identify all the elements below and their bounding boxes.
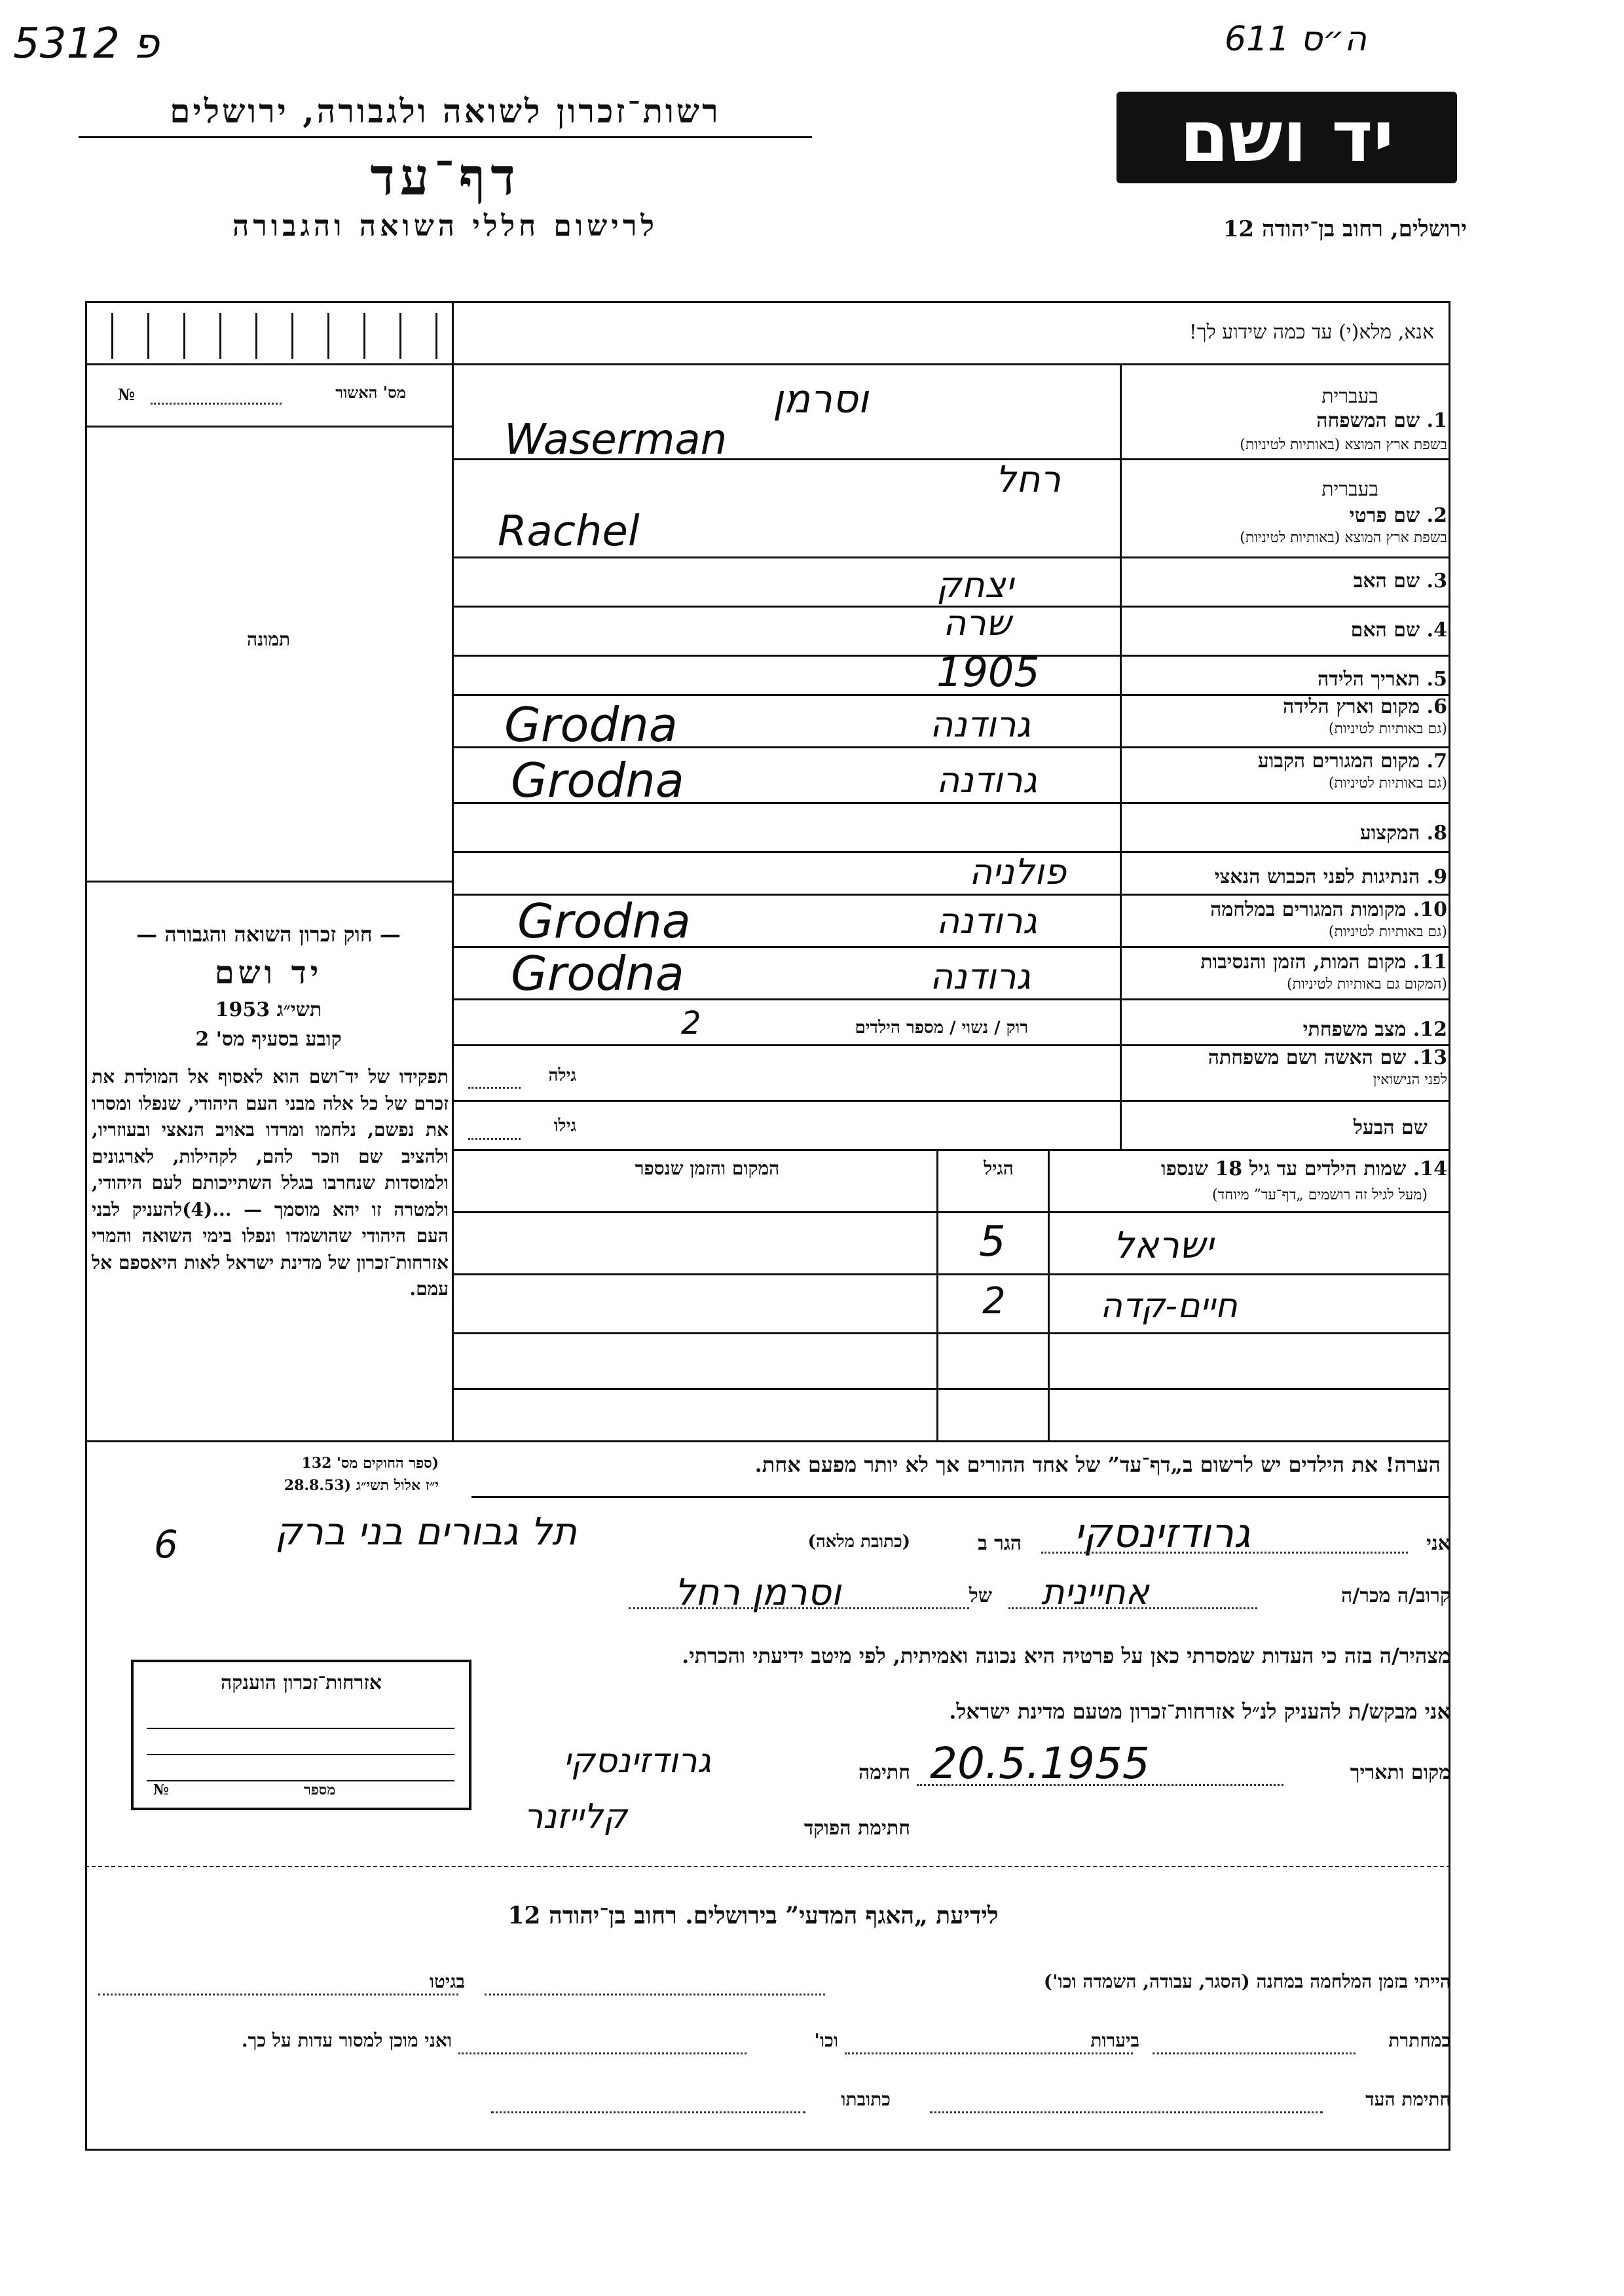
footer-hiding-field[interactable] <box>1153 2052 1356 2054</box>
form-instruction: אנא, מלא(י) עד כמה שידוע לך! <box>1189 321 1434 344</box>
approval-field[interactable] <box>151 403 282 405</box>
hw-residence-he[interactable]: גרודנה <box>936 759 1037 801</box>
decl-signature: חתימה <box>858 1761 910 1784</box>
marital-options[interactable]: רוק / נשוי / מספר הילדים <box>855 1018 1028 1038</box>
row-line-8 <box>452 851 1450 853</box>
footer-line1b: בגיטו <box>429 1971 465 1992</box>
hw-father[interactable]: יצחק <box>936 564 1014 606</box>
hw-surname-lat[interactable]: Waserman <box>504 416 728 464</box>
footer-line2d: ואני מוכן למסור עדות על כך. <box>241 2030 452 2051</box>
citizenship-number-label: מספר <box>304 1781 336 1798</box>
law-ref-2: י״ז אלול תשי״ג (28.8.53 <box>284 1477 439 1494</box>
field-sub-firstname: בשפת ארץ המוצא (באותיות לטיניות) <box>1240 530 1447 546</box>
citizenship-no-sign: № <box>153 1781 169 1798</box>
authority-underline <box>79 136 812 138</box>
field-label-residence: 7. מקום המגורים הקבוע <box>1257 750 1447 773</box>
hw-birth-year[interactable]: 1905 <box>936 648 1040 696</box>
yad-vashem-logo <box>1116 92 1457 183</box>
photo-box-top <box>85 426 452 428</box>
hw-date[interactable]: 20.5.1955 <box>930 1738 1150 1789</box>
field-label-firstname: 2. שם פרטי <box>1349 504 1447 527</box>
hw-war-lat[interactable]: Grodna <box>517 894 691 949</box>
decl-i: אני <box>1426 1532 1450 1555</box>
hw-first-he[interactable]: רחל <box>995 458 1061 501</box>
logo-text: יד ושם <box>1179 96 1394 178</box>
law-name: יד ושם <box>214 955 323 991</box>
row-line-2 <box>452 556 1450 558</box>
header-address: ירושלים, רחוב בן־יהודה 12 <box>1223 216 1467 242</box>
instruction-divider <box>85 363 1450 365</box>
hw-witness-address-no[interactable]: 6 <box>154 1522 178 1567</box>
relation-of-line <box>629 1607 969 1609</box>
note-divider <box>471 1496 1450 1498</box>
archive-mark-topright: 611 ה״ס <box>1225 20 1367 59</box>
decl-statement: מצהיר/ה בזה כי העדות שמסרתי כאן על פרטיה היא נכונה ואמיתית, לפי מיטב ידיעתי והכרתי. <box>682 1643 1450 1668</box>
approval-no-sign: № <box>118 385 136 404</box>
field-sub-wife-name: לפני הנישואין <box>1373 1072 1447 1088</box>
field-label-war-residence: 10. מקומות המגורים במלחמה <box>1210 898 1447 921</box>
field-sub-death: (המקום גם באותיות לטיניות) <box>1287 976 1447 993</box>
children-col-1 <box>936 1149 938 1440</box>
law-ref-1: (ספר החוקים מס' 132 <box>301 1455 439 1472</box>
children-head-line <box>452 1211 1450 1213</box>
hebrew-tag-1: בעברית <box>1321 385 1378 408</box>
hw-child-2-name[interactable]: חיים-קדה <box>1100 1286 1238 1326</box>
footer-witness-sig-field[interactable] <box>930 2111 1323 2113</box>
photo-box-bottom <box>85 881 452 883</box>
hw-nationality[interactable]: פולניה <box>969 851 1067 892</box>
wife-age-label: גילה <box>548 1066 576 1085</box>
husband-age-field[interactable] <box>468 1138 521 1140</box>
citizenship-box <box>131 1660 471 1810</box>
decl-place-date: מקום ותאריך <box>1350 1761 1450 1784</box>
children-sub: (מעל לגיל זה רושמים „דף־עד” מיוחד) <box>1212 1187 1428 1203</box>
decl-of: של <box>969 1584 992 1607</box>
hw-death-lat[interactable]: Grodna <box>511 946 684 1001</box>
field-sub-surname: בשפת ארץ המוצא (באותיות לטיניות) <box>1240 437 1447 453</box>
children-note: הערה! את הילדים יש לרשום ב„דף־עד” של אחד ההורים אך לא יותר מפעם אחת. <box>754 1452 1441 1477</box>
footer-line2c: וכו' <box>814 2030 838 2051</box>
field-label-nationality: 9. הנתיגות לפני הכבוש הנאצי <box>1214 866 1447 888</box>
decl-address-hint: (כתובת מלאה) <box>807 1532 910 1552</box>
field-label-wife-name: 13. שם האשה ושם משפחתה <box>1208 1046 1447 1069</box>
witness-name-line <box>1041 1552 1408 1554</box>
field-label-birthplace: 6. מקום וארץ הלידה <box>1282 695 1447 718</box>
hw-relation-of[interactable]: וסרמן רחל <box>674 1571 841 1614</box>
date-line <box>917 1784 1283 1786</box>
footer-line2a: במחתרת <box>1388 2030 1450 2051</box>
field-sub-birthplace: (גם באותיות לטיניות) <box>1328 721 1447 737</box>
footer-etc-field[interactable] <box>458 2052 747 2054</box>
husband-age-label: גילו <box>553 1116 576 1136</box>
field-sub-residence: (גם באותיות לטיניות) <box>1328 775 1447 792</box>
field-label-occupation: 8. המקצוע <box>1359 822 1447 845</box>
field-label-marital: 12. מצב משפחתי <box>1302 1018 1447 1041</box>
hw-officer-sig[interactable]: קלייזנר <box>524 1797 627 1836</box>
children-row-1 <box>452 1273 1450 1275</box>
field-label-surname: 1. שם המשפחה <box>1316 409 1447 432</box>
hw-war-he[interactable]: גרודנה <box>936 900 1037 941</box>
children-row-3 <box>452 1388 1450 1390</box>
footer-ghetto-field[interactable] <box>98 1994 458 1995</box>
children-row-2 <box>452 1332 1450 1334</box>
decl-resides: הגר ב <box>978 1532 1022 1555</box>
age-header: הגיל <box>984 1157 1014 1179</box>
field-label-mother: 4. שם האם <box>1350 619 1447 642</box>
law-title: — חוק זכרון השואה והגבורה — <box>136 922 401 947</box>
decl-officer: חתימת הפוקד <box>803 1817 910 1840</box>
row-line-14 <box>452 1149 1450 1151</box>
hw-witness-name[interactable]: גרודזינסקי <box>1074 1509 1251 1557</box>
wife-age-field[interactable] <box>468 1087 521 1089</box>
law-clause: קובע בסעיף מס' 2 <box>195 1028 342 1051</box>
decl-request: אני מבקש/ת להעניק לנ״ל אזרחות־זכרון מטעם מדינת ישראל. <box>949 1699 1450 1724</box>
children-header: 14. שמות הילדים עד גיל 18 שנספו <box>1160 1157 1447 1180</box>
hw-signature[interactable]: גרודזינסקי <box>563 1741 712 1781</box>
hw-birthplace-he[interactable]: גרודנה <box>930 704 1031 745</box>
hw-birthplace-lat[interactable]: Grodna <box>504 697 678 752</box>
children-bottom <box>85 1440 1450 1442</box>
footer-line3a: חתימת העד <box>1365 2088 1450 2110</box>
archive-mark-topleft: 5312 פ <box>13 20 160 68</box>
label-column-divider <box>1120 363 1122 1149</box>
citizenship-title: אזרחות־זכרון הוענקה <box>220 1671 382 1694</box>
footer-line3b: כתובתו <box>841 2088 891 2110</box>
hw-children-count[interactable]: 2 <box>681 1005 701 1042</box>
authority-name: רשות־זכרון לשואה ולגבורה, ירושלים <box>170 92 721 130</box>
row-line-13 <box>452 1100 1450 1102</box>
law-body: תפקידו של יד־ושם הוא לאסוף אל המולדת את זכרם של כל אלה מבני העם היהודי, שנפלו ומסרו את נפשם, נלחמו ומרדו באויב הנאצי ובעוזריו, ולהציב שם וזכר להם, לקהילות, לארגונים ולמוסדות שנחרבו בגלל השתייכותם לעם היהודי, ולמטרה זו יהא מוסמך — ...(4)להעניק לבני העם היהודי שהושמדו ונפלו בימי השואה והמרי אזרחות־זכרון של מדינת ישראל לאות היאספם אל עמם. <box>92 1066 449 1300</box>
footer-camp-field[interactable] <box>485 1994 825 1995</box>
left-column-divider <box>452 301 454 1440</box>
page-title: דף־עד <box>370 147 521 207</box>
relation-line <box>1008 1607 1257 1609</box>
field-label-husband: שם הבעל <box>1353 1116 1428 1139</box>
hw-death-he[interactable]: גרודנה <box>930 956 1031 997</box>
hw-residence-lat[interactable]: Grodna <box>511 753 684 808</box>
photo-placeholder[interactable]: תמונה <box>246 629 291 650</box>
place-time-header: המקום והזמן שנספר <box>635 1157 780 1179</box>
field-label-death: 11. מקום המות, הזמן והנסיבות <box>1200 951 1447 974</box>
approval-label: מס' האשור <box>335 383 406 402</box>
hw-surname-he[interactable]: וסרמן <box>773 376 869 422</box>
footer-address-field[interactable] <box>491 2111 805 2113</box>
hw-child-1-age[interactable]: 5 <box>979 1218 1006 1266</box>
serial-box <box>98 313 452 359</box>
footer-title: לידיעת „האגף המדעי” בירושלים. רחוב בן־יהודה 12 <box>507 1902 999 1929</box>
hw-child-2-age[interactable]: 2 <box>982 1280 1006 1322</box>
hw-mother[interactable]: שרה <box>943 602 1012 644</box>
field-label-father: 3. שם האב <box>1353 570 1447 592</box>
footer-forest-field[interactable] <box>845 2052 1133 2054</box>
children-col-2 <box>1048 1149 1050 1440</box>
hw-relation[interactable]: אחיינית <box>1041 1571 1149 1613</box>
decl-relative: קרוב/ה מכר/ה <box>1341 1584 1450 1607</box>
hw-first-lat[interactable]: Rachel <box>498 507 640 556</box>
page-subtitle: לרישום חללי השואה והגבורה <box>232 210 659 243</box>
hw-witness-address[interactable]: תל גבורים בני ברק <box>275 1509 577 1554</box>
law-year: תשי״ג 1953 <box>215 998 322 1021</box>
field-label-birthdate: 5. תאריך הלידה <box>1318 668 1447 691</box>
hebrew-tag-2: בעברית <box>1321 478 1378 501</box>
footer-divider <box>85 1866 1450 1867</box>
hw-child-1-name[interactable]: ישראל <box>1113 1224 1214 1267</box>
footer-line2b: ביערות <box>1090 2030 1139 2051</box>
footer-line1a: הייתי בזמן המלחמה במחנה (הסגר, עבודה, השמדה וכו') <box>1043 1971 1450 1992</box>
field-sub-war-residence: (גם באותיות לטיניות) <box>1328 924 1447 940</box>
